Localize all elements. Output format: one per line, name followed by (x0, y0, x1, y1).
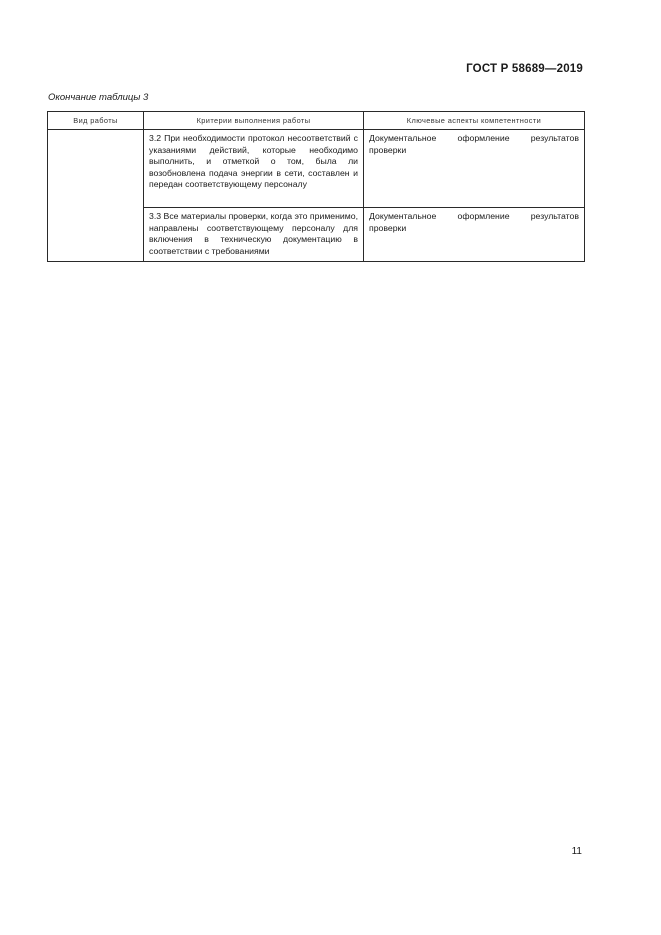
table-caption: Окончание таблицы 3 (48, 92, 149, 103)
criteria-table (47, 111, 585, 262)
criteria-text: 3.2 При необходимости протокол несоответствий с указаниями действий, которые необходимо выполнить, и отметкой о том, была ли возобновлена подача энергии в сети, составлен и передан соответствующему персоналу (149, 133, 358, 190)
criteria-text: 3.3 Все материалы проверки, когда это применимо, направлены соответствующему персоналу для включения в техническую документацию в соответствии с требованиями (149, 211, 358, 256)
aspects-cell (364, 208, 585, 262)
aspects-text: Документальное оформление результатов проверки (369, 133, 579, 155)
criteria-cell (144, 130, 364, 208)
criteria-cell (144, 208, 364, 262)
column-header-aspects: Ключевые аспекты компетентности (364, 112, 585, 130)
aspects-text: Документальное оформление результатов проверки (369, 211, 579, 233)
page-number: 11 (571, 846, 582, 857)
aspects-cell (364, 130, 585, 208)
table-header-row (48, 112, 585, 130)
column-header-work-type: Вид работы (48, 112, 144, 130)
column-header-criteria: Критерии выполнения работы (144, 112, 364, 130)
document-standard-number: ГОСТ Р 58689—2019 (466, 63, 583, 75)
table-row (48, 130, 585, 208)
work-type-cell (48, 130, 144, 262)
